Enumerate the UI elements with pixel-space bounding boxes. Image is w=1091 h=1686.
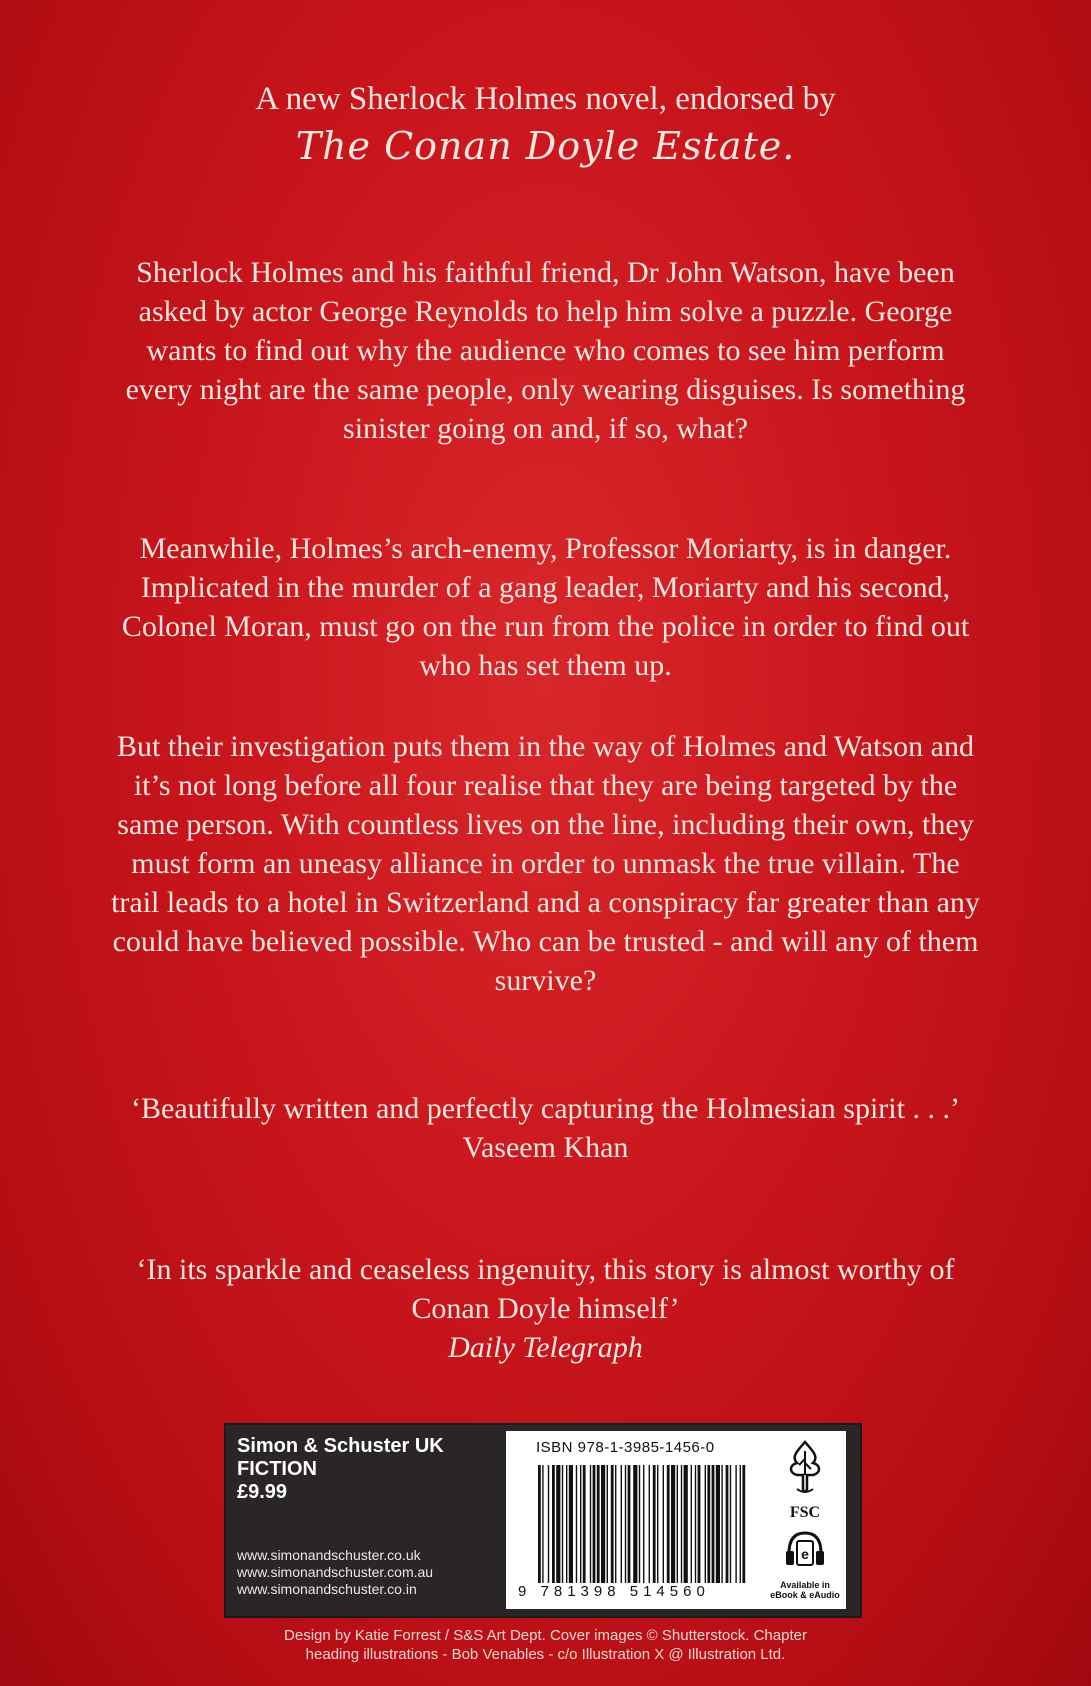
fsc-tree-icon [783,1439,827,1497]
barcode-bar [590,1465,591,1583]
barcode-bar [569,1465,573,1583]
endorser-script: The Conan Doyle Estate. [295,124,796,168]
blurb-paragraph-2: Meanwhile, Holmes’s arch-enemy, Professor Moriarty, is in danger. Implicated in the murder of a gang leader, Moriarty and his second, Colonel Moran, must go on the run from the police in order to find out who has set them up. [121,532,970,682]
url-in: www.simonandschuster.co.in [237,1581,417,1597]
quote-text: ‘Beautifully written and perfectly capturing the Holmesian spirit . . .’ [131,1092,960,1125]
credits-line-1: Design by Katie Forrest / S&S Art Dept. Cover images © Shutterstock. Chapter [284,1627,807,1644]
review-quote-2 [110,1250,981,1367]
barcode-bar [649,1465,650,1583]
barcode-bar [615,1465,616,1583]
ebook-label-line-1: Available in [780,1580,830,1590]
publisher-panel [224,1423,862,1618]
url-au: www.simonandschuster.com.au [237,1564,434,1580]
quote-author: Daily Telegraph [448,1331,643,1364]
barcode-box [506,1431,846,1609]
ebook-label-line-2: eBook & eAudio [770,1590,840,1600]
barcode [534,1465,754,1583]
barcode-bar [625,1465,626,1583]
barcode-bar [742,1465,745,1583]
url-uk: www.simonandschuster.co.uk [237,1547,421,1563]
barcode-bar [566,1465,567,1583]
credits-line-2: heading illustrations - Bob Venables - c/o Illustration X @ Illustration Ltd. [305,1646,786,1663]
barcode-bar [735,1465,736,1583]
barcode-bar [671,1465,675,1583]
barcode-bar [552,1465,555,1583]
barcode-bar [698,1465,701,1583]
quote-text: ‘In its sparkle and ceaseless ingenuity, this story is almost worthy of Conan Doyle himself’ [136,1253,955,1325]
barcode-bar [677,1465,678,1583]
barcode-bar [580,1465,581,1583]
ebook-badge [768,1527,842,1600]
barcode-bar [716,1465,720,1583]
svg-text:e: e [801,1546,809,1562]
ebook-label [768,1580,842,1600]
barcode-bar [597,1465,600,1583]
tagline: A new Sherlock Holmes novel, endorsed by [255,81,836,117]
review-quote-1 [110,1089,981,1167]
barcode-bar [621,1465,622,1583]
price: £9.99 [237,1481,288,1503]
barcode-bar [667,1465,670,1583]
publisher-urls [237,1547,433,1598]
barcode-bar [601,1465,605,1583]
barcode-bar [607,1465,608,1583]
publisher-name: Simon & Schuster UK [237,1435,444,1457]
barcode-bar [684,1465,688,1583]
barcode-bar [538,1465,541,1583]
barcode-bar [633,1465,637,1583]
barcode-bar [542,1465,543,1583]
barcode-bar [639,1465,640,1583]
isbn: ISBN 978-1-3985-1456-0 [536,1439,715,1456]
quote-author: Vaseem Khan [462,1131,629,1164]
barcode-bar [593,1465,596,1583]
barcode-bar [583,1465,586,1583]
blurb-paragraph-1: Sherlock Holmes and his faithful friend, Dr John Watson, have been asked by actor George Reynolds to help him solve a puzzle. George wants to find out why the audience who comes to see him perform every night are the same people, only wearing disguises. Is something sinister going on and, if so, what? [125,256,966,445]
barcode-bar [657,1465,658,1583]
barcode-bar [653,1465,656,1583]
barcode-bar [707,1465,710,1583]
barcode-bar [556,1465,560,1583]
barcode-bar [721,1465,722,1583]
barcode-bar [726,1465,729,1583]
barcode-bar [705,1465,706,1583]
barcode-bar [562,1465,563,1583]
barcode-bar [611,1465,614,1583]
barcode-bar [576,1465,577,1583]
barcode-bar [628,1465,631,1583]
barcode-bar [695,1465,696,1583]
barcode-bar [663,1465,664,1583]
barcode-bar [712,1465,715,1583]
fsc-logo [772,1439,838,1522]
barcode-bar [740,1465,741,1583]
category: FICTION [237,1458,317,1480]
barcode-bar [681,1465,682,1583]
blurb-paragraph-3: But their investigation puts them in the way of Holmes and Watson and it’s not long before all four realise that they are being targeted by the same person. With countless lives on the line, including their own, they must form an uneasy alliance in order to unmask the true villain. The trail leads to a hotel in Switzerland and a conspiracy far greater than any could have believed possible. Who can be trusted - and will any of them survive? [111,730,980,997]
ebook-headphones-icon [783,1527,827,1571]
barcode-bar [730,1465,731,1583]
publisher-info [237,1435,487,1597]
barcode-bar [691,1465,692,1583]
barcode-digits: 9 781398 514560 [518,1583,710,1600]
barcode-bar [643,1465,644,1583]
fsc-label: FSC [789,1504,821,1521]
design-credits [0,1626,1091,1664]
barcode-bar [548,1465,549,1583]
